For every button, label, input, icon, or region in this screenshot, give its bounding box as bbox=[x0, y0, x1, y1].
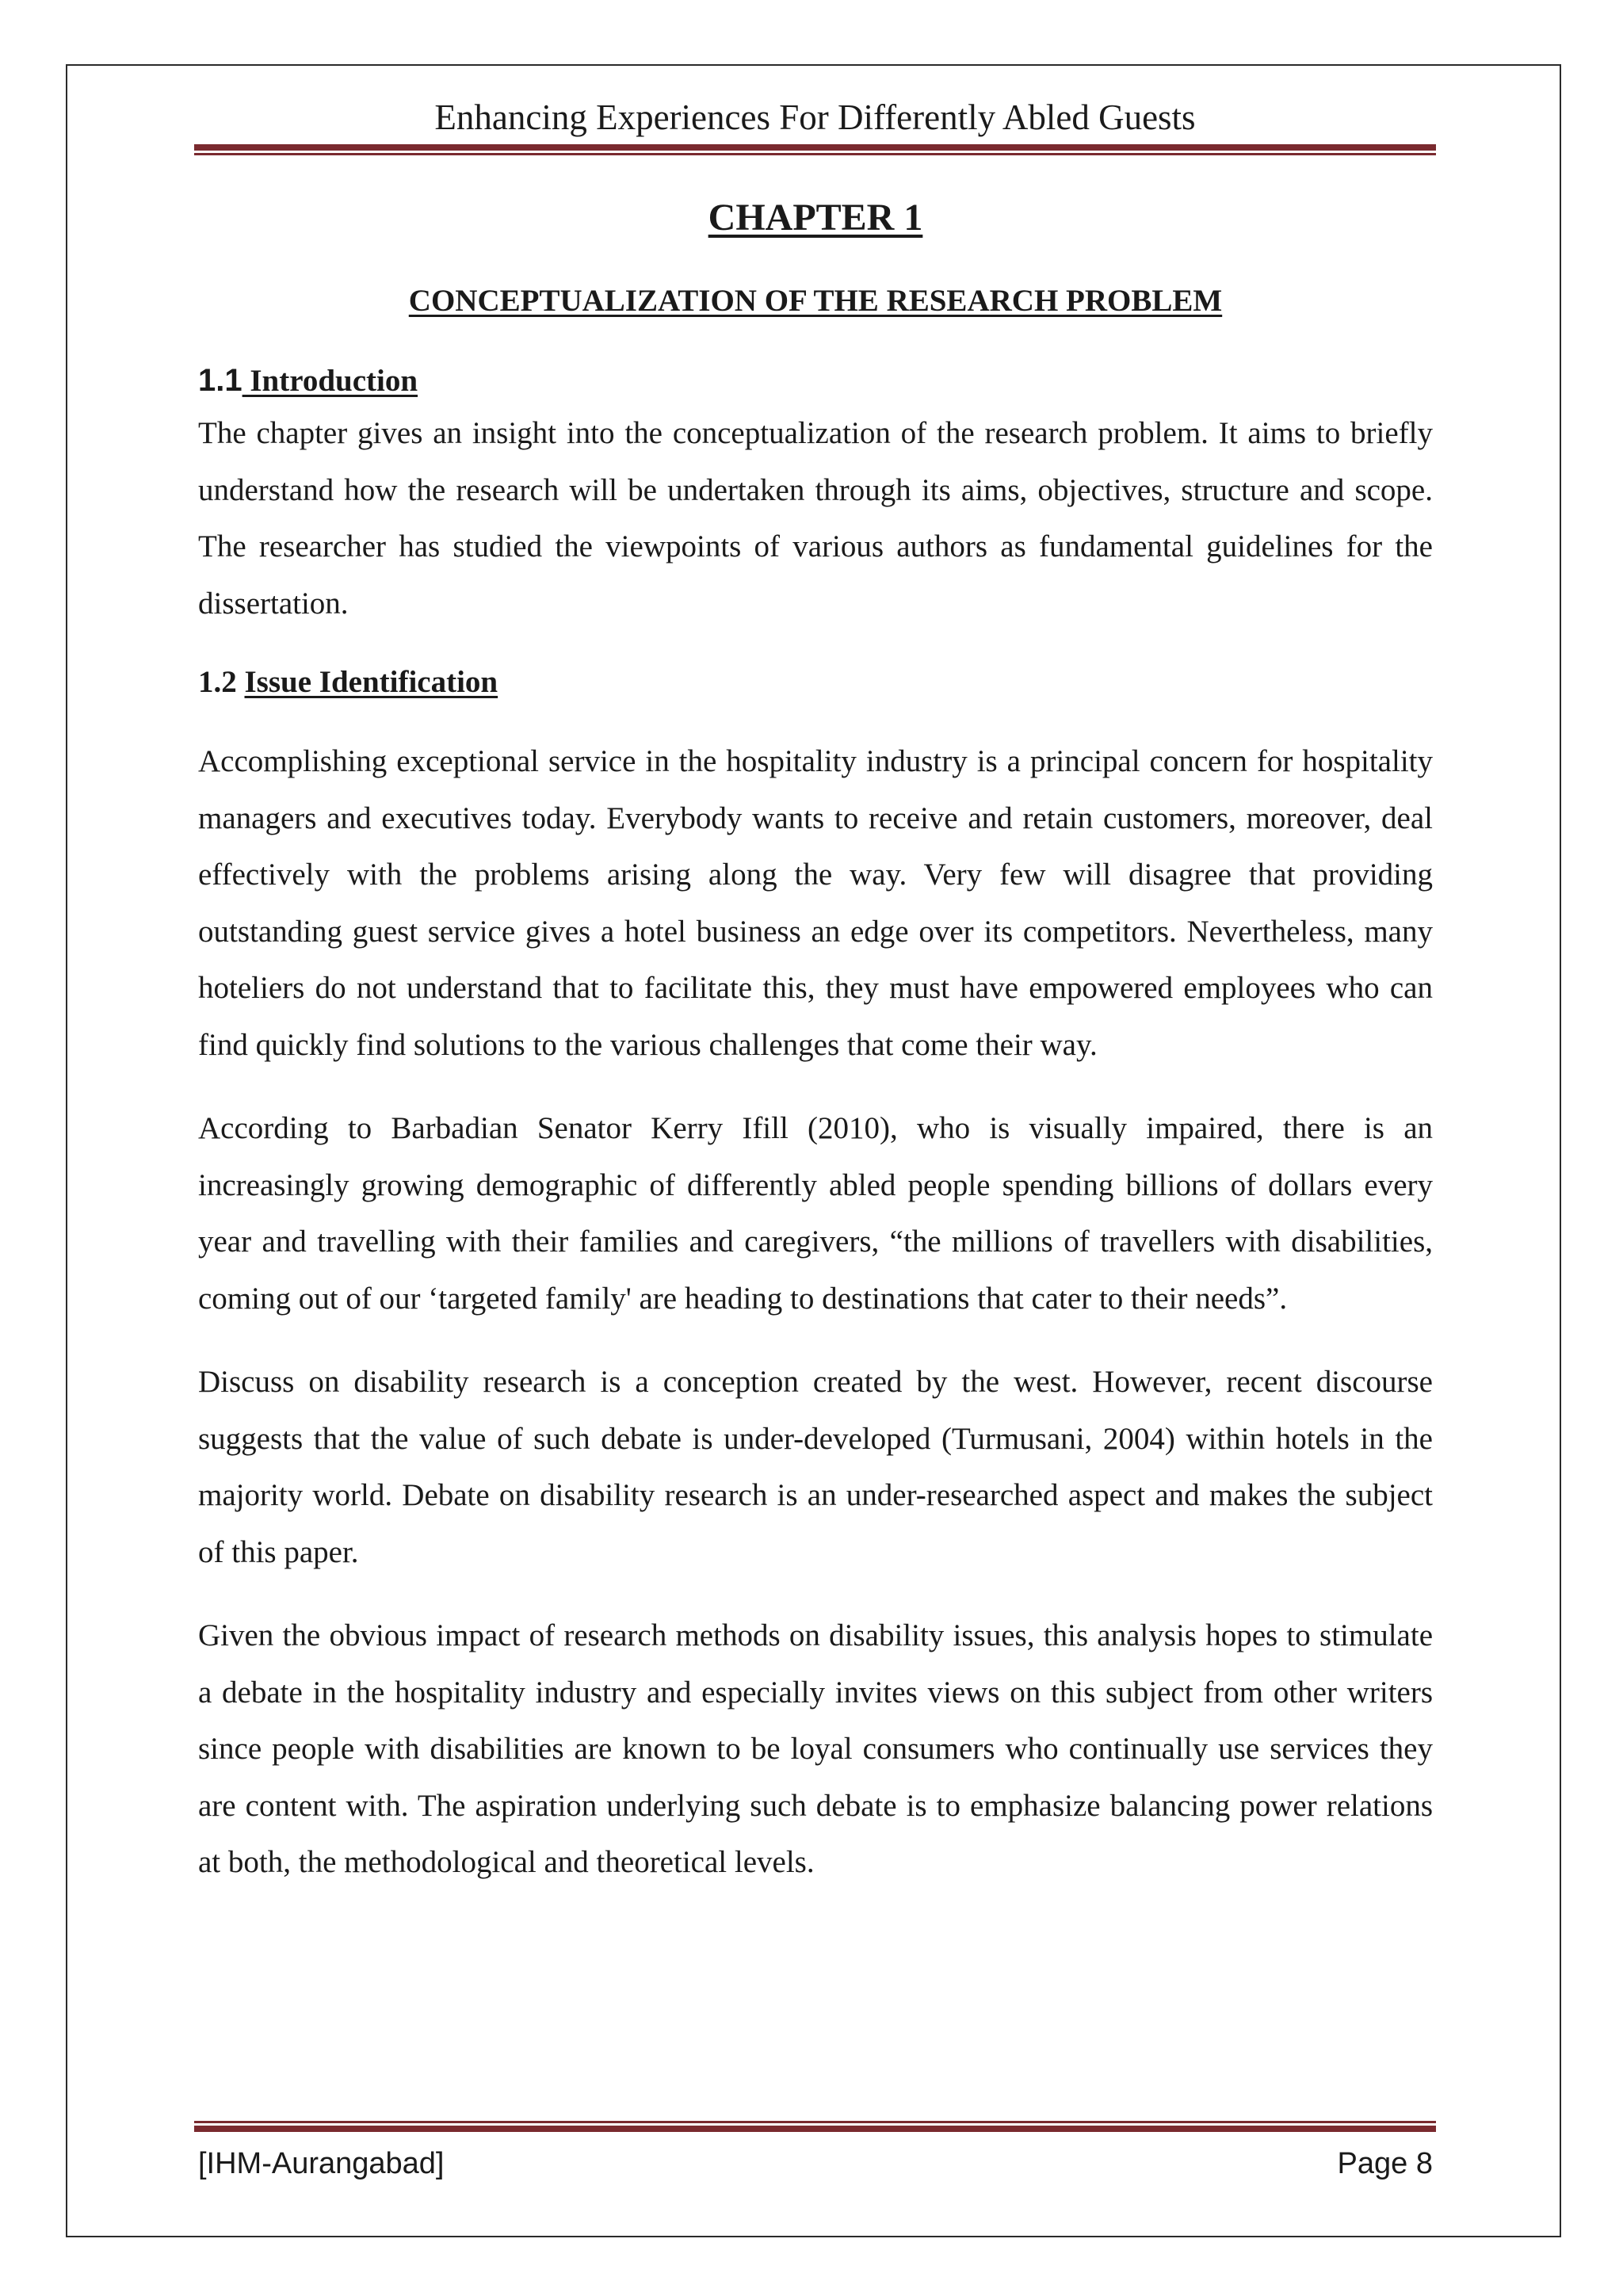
section-heading-introduction bbox=[198, 357, 1433, 405]
page-content bbox=[198, 190, 1433, 1891]
footer-institution: [IHM-Aurangabad] bbox=[198, 2147, 445, 2180]
section-number: 1.2 bbox=[198, 665, 237, 699]
paragraph-issue-2: According to Barbadian Senator Kerry Ifill (2010), who is visually impaired, there is an increasingly growing demographic of differently abled people spending billions of dollars every year and travelling with their families and caregivers, “the millions of travellers with disabilities, coming out of our ‘targeted family' are heading to destinations that cater to their needs”. bbox=[198, 1111, 1433, 1316]
running-header-title: Enhancing Experiences For Differently Abled Guests bbox=[434, 97, 1196, 137]
chapter-title: CHAPTER 1 bbox=[708, 197, 923, 239]
footer-rule bbox=[194, 2121, 1436, 2132]
section-label: Introduction bbox=[242, 364, 418, 398]
paragraph-issue-1: Accomplishing exceptional service in the hospitality industry is a principal concern for hospitality managers and executives today. Everybody wants to receive and retain customers, moreover, deal effectively with the problems arising along the way. Very few will disagree that providing outstanding guest service gives a hotel business an edge over its competitors. Nevertheless, many hoteliers do not understand that to facilitate this, they must have empowered employees who can find quickly find solutions to the various challenges that come their way. bbox=[198, 744, 1433, 1062]
header-rule bbox=[194, 144, 1436, 155]
section-label: Issue Identification bbox=[244, 665, 498, 699]
section-heading-issue-identification bbox=[198, 659, 1433, 706]
paragraph-introduction: The chapter gives an insight into the conceptualization of the research problem. It aims to briefly understand how the research will be undertaken through its aims, objectives, structure and scope. The researcher has studied the viewpoints of various authors as fundamental guidelines for the dissertation. bbox=[198, 416, 1433, 621]
paragraph-issue-3: Discuss on disability research is a conception created by the west. However, recent discourse suggests that the value of such debate is under-developed (Turmusani, 2004) within hotels in the majority world. Debate on disability research is an under-researched aspect and makes the subject of this paper. bbox=[198, 1365, 1433, 1569]
paragraph-issue-4: Given the obvious impact of research methods on disability issues, this analysis hopes to stimulate a debate in the hospitality industry and especially invites views on this subject from other writers since people with disabilities are known to be loyal consumers who continually use services they are content with. The aspiration underlying such debate is to emphasize balancing power relations at both, the methodological and theoretical levels. bbox=[198, 1618, 1433, 1879]
chapter-subtitle: CONCEPTUALIZATION OF THE RESEARCH PROBLEM bbox=[408, 284, 1223, 318]
footer-page-number: Page 8 bbox=[1337, 2147, 1433, 2180]
section-number: 1.1 bbox=[198, 363, 242, 398]
